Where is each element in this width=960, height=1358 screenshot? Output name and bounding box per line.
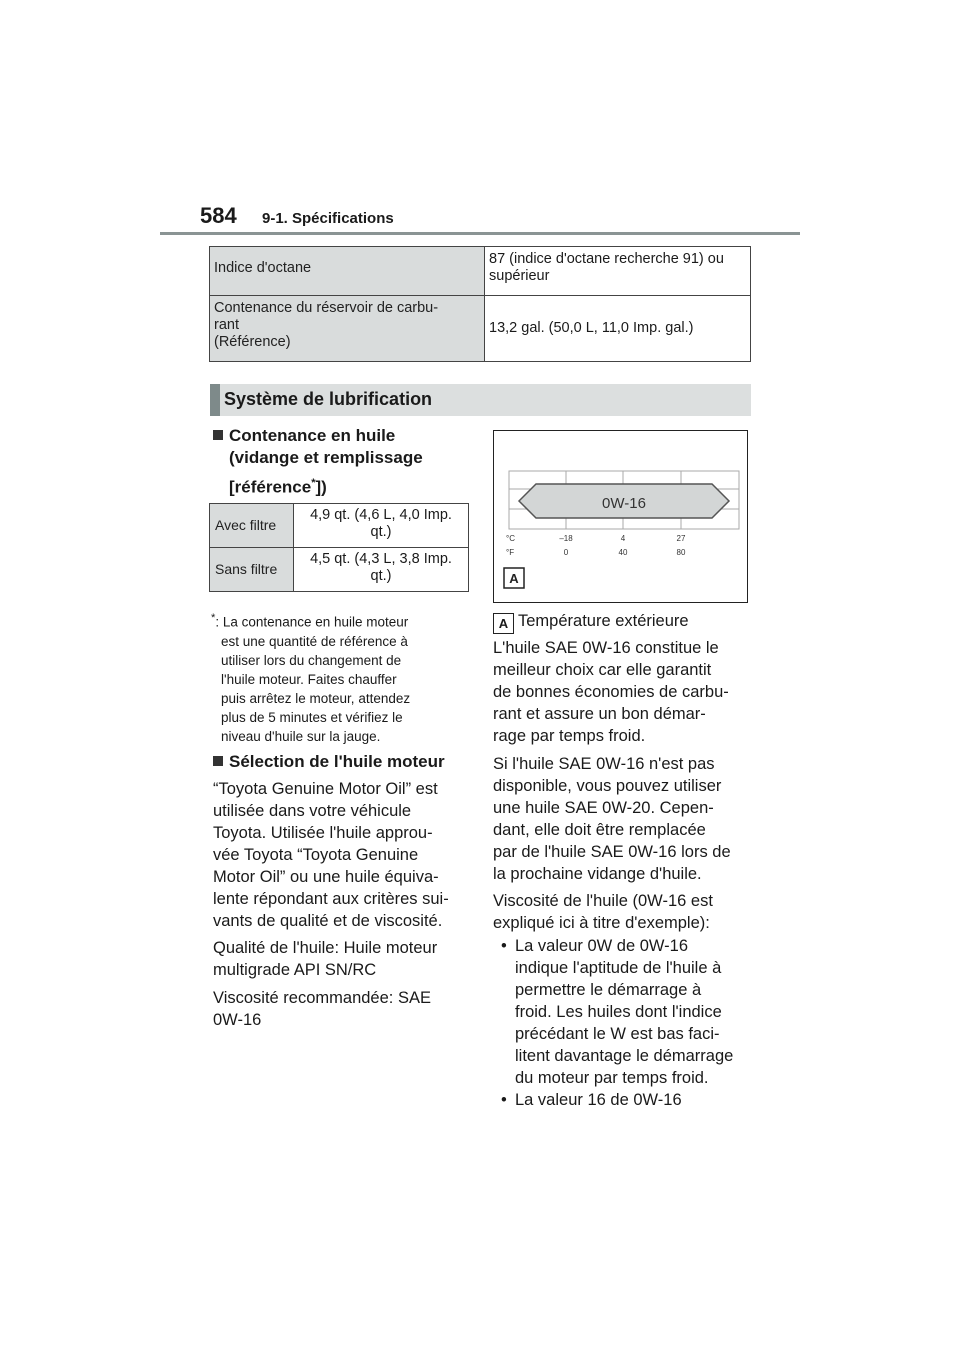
cell-line: qt.)	[370, 524, 392, 540]
text-line: froid. Les huiles dont l'indice	[515, 1003, 722, 1021]
footnote-line: utiliser lors du changement de	[221, 652, 402, 668]
cell-line: 13,2 gal. (50,0 L, 11,0 Imp. gal.)	[489, 320, 694, 336]
fahrenheit-unit: °F	[506, 548, 515, 557]
oil-selection-heading	[213, 751, 445, 773]
cell-line: 4,5 qt. (4,3 L, 3,8 Imp.	[310, 551, 452, 567]
text-line: rant et assure un bon démar-	[493, 705, 706, 723]
cell-line: Indice d'octane	[214, 260, 312, 276]
footnote	[211, 609, 466, 746]
heading-line: [référence	[229, 477, 312, 497]
text-line: Qualité de l'huile: Huile moteur	[213, 939, 438, 957]
right-paragraph-2	[493, 753, 753, 885]
text-line: permettre le démarrage à	[515, 981, 702, 999]
table-row	[210, 548, 469, 592]
viscosity-figure	[493, 430, 748, 603]
celsius-tick: 4	[620, 534, 626, 543]
heading-accent-bar	[210, 384, 220, 416]
fahrenheit-tick: 80	[676, 548, 686, 557]
text-line: indique l'aptitude de l'huile à	[515, 959, 722, 977]
table-row	[210, 247, 751, 296]
text-line: rage par temps froid.	[493, 727, 646, 745]
header-rule	[160, 232, 800, 235]
text-line: Motor Oil” ou une huile équiva-	[213, 868, 439, 886]
text-line: utilisée dans votre véhicule	[213, 802, 412, 820]
text-line: L'huile SAE 0W-16 constitue le	[493, 639, 719, 657]
right-paragraph-3	[493, 890, 753, 934]
tank-capacity-label	[210, 296, 485, 362]
text-line: une huile SAE 0W-20. Cepen-	[493, 799, 714, 817]
section-heading-band	[210, 384, 751, 416]
caption-text: Température extérieure	[518, 612, 689, 630]
heading-text: Sélection de l'huile moteur	[229, 752, 445, 771]
figure-caption	[493, 612, 689, 634]
cell-line: rant	[214, 317, 239, 333]
text-line: la prochaine vidange d'huile.	[493, 865, 702, 883]
text-line: Viscosité de l'huile (0W-16 est	[493, 892, 713, 910]
footnote-line: puis arrêtez le moteur, attendez	[221, 690, 411, 706]
fahrenheit-tick: 40	[618, 548, 628, 557]
callout-letter: A	[509, 571, 519, 586]
text-line: multigrade API SN/RC	[213, 961, 377, 979]
oil-capacity-table	[209, 503, 469, 592]
bullet-icon: •	[501, 1091, 507, 1109]
text-line: 0W-16	[213, 1011, 262, 1029]
text-line: vée Toyota “Toyota Genuine	[213, 846, 419, 864]
cell-line: supérieur	[489, 268, 550, 284]
text-line: par de l'huile SAE 0W-16 lors de	[493, 843, 731, 861]
text-line: Si l'huile SAE 0W-16 n'est pas	[493, 755, 715, 773]
without-filter-value	[294, 548, 469, 592]
fahrenheit-tick: 0	[563, 548, 569, 557]
text-line: La valeur 16 de 0W-16	[515, 1091, 682, 1109]
footnote-marker: *	[311, 477, 316, 489]
text-line: Toyota. Utilisée l'huile approu-	[213, 824, 433, 842]
footnote-line: plus de 5 minutes et vérifiez le	[221, 709, 403, 725]
section-heading: Système de lubrification	[224, 389, 433, 409]
text-line: de bonnes économies de carbu-	[493, 683, 729, 701]
bullet-icon: •	[501, 937, 507, 955]
list-item	[493, 935, 753, 1089]
celsius-tick: –18	[559, 534, 573, 543]
oil-capacity-heading	[213, 425, 473, 499]
celsius-tick: 27	[676, 534, 686, 543]
cell-line: Contenance du réservoir de carbu-	[214, 300, 439, 316]
section-title: 9-1. Spécifications	[262, 210, 394, 227]
bullet-list	[493, 935, 753, 1111]
heading-line: (vidange et remplissage	[229, 448, 423, 467]
text-line: dant, elle doit être remplacée	[493, 821, 706, 839]
text-line: du moteur par temps froid.	[515, 1069, 709, 1087]
with-filter-label: Avec filtre	[210, 504, 294, 548]
cell-line: qt.)	[370, 568, 392, 584]
footnote-line: est une quantité de référence à	[221, 633, 408, 649]
callout-marker: A	[493, 613, 514, 634]
oil-quality-paragraph	[213, 937, 473, 981]
text-line: La valeur 0W de 0W-16	[515, 937, 689, 955]
octane-label	[210, 247, 485, 296]
right-paragraph-1	[493, 637, 753, 747]
page-number: 584	[200, 203, 237, 228]
grade-label: 0W-16	[602, 495, 646, 512]
cell-line: (Référence)	[214, 334, 291, 350]
text-line: précédant le W est bas faci-	[515, 1025, 720, 1043]
square-bullet-icon	[213, 756, 223, 766]
text-line: meilleur choix car elle garantit	[493, 661, 712, 679]
footnote-line: niveau d'huile sur la jauge.	[221, 728, 381, 744]
without-filter-label: Sans filtre	[210, 548, 294, 592]
text-line: disponible, vous pouvez utiliser	[493, 777, 722, 795]
footnote-line: l'huile moteur. Faites chauffer	[221, 671, 397, 687]
text-line: vants de qualité et de viscosité.	[213, 912, 443, 930]
footnote-marker: *	[211, 612, 216, 624]
list-item	[493, 1089, 753, 1111]
tank-capacity-value	[485, 296, 751, 362]
text-line: expliqué ici à titre d'exemple):	[493, 914, 710, 932]
viscosity-diagram	[494, 431, 747, 602]
text-line: litent davantage le démarrage	[515, 1047, 734, 1065]
footnote-line: : La contenance en huile moteur	[215, 614, 409, 630]
oil-selection-paragraph	[213, 778, 473, 932]
table-row	[210, 296, 751, 362]
text-line: lente répondant aux critères sui-	[213, 890, 449, 908]
square-bullet-icon	[213, 430, 223, 440]
cell-line: 87 (indice d'octane recherche 91) ou	[489, 251, 724, 267]
octane-value	[485, 247, 751, 296]
celsius-unit: °C	[506, 534, 515, 543]
heading-line: Contenance en huile	[229, 426, 396, 445]
fuel-spec-table	[209, 246, 751, 362]
viscosity-paragraph	[213, 987, 473, 1031]
text-line: Viscosité recommandée: SAE	[213, 989, 431, 1007]
table-row	[210, 504, 469, 548]
with-filter-value	[294, 504, 469, 548]
heading-line: ])	[315, 477, 327, 497]
text-line: “Toyota Genuine Motor Oil” est	[213, 780, 438, 798]
cell-line: 4,9 qt. (4,6 L, 4,0 Imp.	[310, 507, 452, 523]
